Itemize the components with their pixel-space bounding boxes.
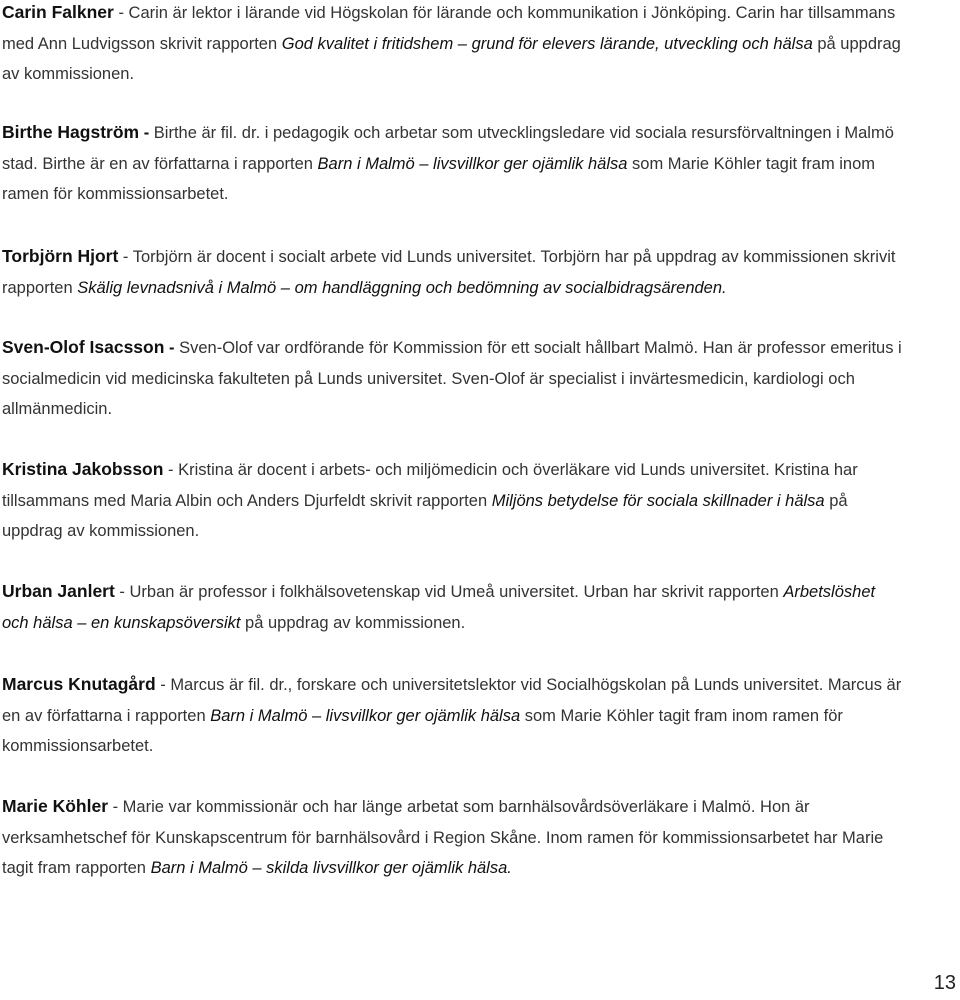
name-separator: - [114, 583, 130, 601]
person-name: Marie Köhler [2, 796, 108, 816]
bio-entry-sven-olof-isacsson [2, 332, 902, 425]
bio-text: Urban är professor i folkhälsovetenskap vid Umeå universitet. Urban har skrivit rapporten [129, 583, 784, 601]
name-separator: - [113, 4, 129, 22]
person-name: Marcus Knutagård [2, 674, 156, 694]
person-name: Sven-Olof Isacsson [2, 337, 165, 357]
name-separator: - [108, 798, 123, 816]
bio-text: Carin är lektor i lärande vid Högskolan för lärande och kommunikation i Jönköping. Carin har tillsammans med Ann Ludvigsson skrivit rapporten [2, 4, 896, 53]
bio-text-end: som Marie Köhler tagit fram inom ramen för kommissionsarbetet. [2, 154, 876, 203]
name-separator: - [118, 248, 133, 266]
bio-text-end: på uppdrag av kommissionen. [240, 613, 466, 632]
person-name: Carin Falkner [2, 2, 114, 22]
bio-entry-birthe-hagstrom [2, 117, 902, 210]
bio-text: Kristina är docent i arbets- och miljömedicin och överläkare vid Lunds universitet. Kristina har tillsammans med Maria Albin och Anders Djurfeldt skrivit rapporten [2, 461, 858, 510]
bio-entry-marcus-knutagard [2, 669, 902, 762]
name-separator: - [139, 124, 154, 142]
bio-entry-kristina-jakobsson [2, 454, 902, 547]
person-name: Torbjörn Hjort [2, 246, 119, 266]
bio-text: Marie var kommissionär och har länge arbetat som barnhälsovårdsöverläkare i Malmö. Hon är verksamhetschef för Kunskapscentrum för barnhälsovård i Region Skåne. Inom ramen för kommissionsarbetet har Marie tagit fram rapporten [2, 798, 884, 877]
page-number: 13 [933, 972, 956, 994]
name-separator: - [163, 461, 179, 479]
person-name: Urban Janlert [2, 581, 115, 601]
report-title: Barn i Malmö – livsvillkor ger ojämlik hälsa [317, 154, 628, 173]
bio-text: Torbjörn är docent i socialt arbete vid Lunds universitet. Torbjörn har på uppdrag av kommissionen skrivit rapporten [2, 248, 896, 297]
name-separator: - [155, 676, 171, 694]
report-title: Arbetslöshet och hälsa – en kunskapsöversikt [2, 583, 876, 632]
bio-text-end: som Marie Köhler tagit fram inom ramen för kommissionsarbetet. [2, 706, 843, 755]
bio-text: Sven-Olof var ordförande för Kommission för ett socialt hållbart Malmö. Han är professor emeritus i socialmedicin vid medicinska fakulteten på Lunds universitet. Sven-Olof är specialist i invärtesmedicin, kardiologi och allmänmedicin. [2, 339, 902, 418]
person-name: Kristina Jakobsson [2, 459, 164, 479]
bio-text: Birthe är fil. dr. i pedagogik och arbetar som utvecklingsledare vid sociala resursförvaltningen i Malmö stad. Birthe är en av författarna i rapporten [2, 124, 894, 173]
bio-text-end: på uppdrag av kommissionen. [2, 491, 848, 540]
report-title: Miljöns betydelse för sociala skillnader i hälsa [491, 491, 825, 510]
person-name: Birthe Hagström [2, 122, 140, 142]
report-title: Barn i Malmö – skilda livsvillkor ger ojämlik hälsa. [150, 859, 512, 877]
bio-entry-torbjorn-hjort [2, 241, 902, 303]
bio-text: Marcus är fil. dr., forskare och universitetslektor vid Socialhögskolan på Lunds universitet. Marcus är en av författarna i rapporten [2, 676, 902, 725]
report-title: God kvalitet i fritidshem – grund för elevers lärande, utveckling och hälsa [281, 34, 813, 53]
bio-entry-urban-janlert [2, 576, 902, 638]
report-title: Barn i Malmö – livsvillkor ger ojämlik hälsa [210, 706, 521, 725]
bio-text-end: på uppdrag av kommissionen. [2, 34, 901, 83]
bio-entry-marie-kohler [2, 791, 902, 884]
report-title: Skälig levnadsnivå i Malmö – om handläggning och bedömning av socialbidragsärenden. [77, 278, 727, 297]
name-separator: - [164, 339, 180, 357]
bio-entry-carin-falkner [2, 0, 902, 90]
